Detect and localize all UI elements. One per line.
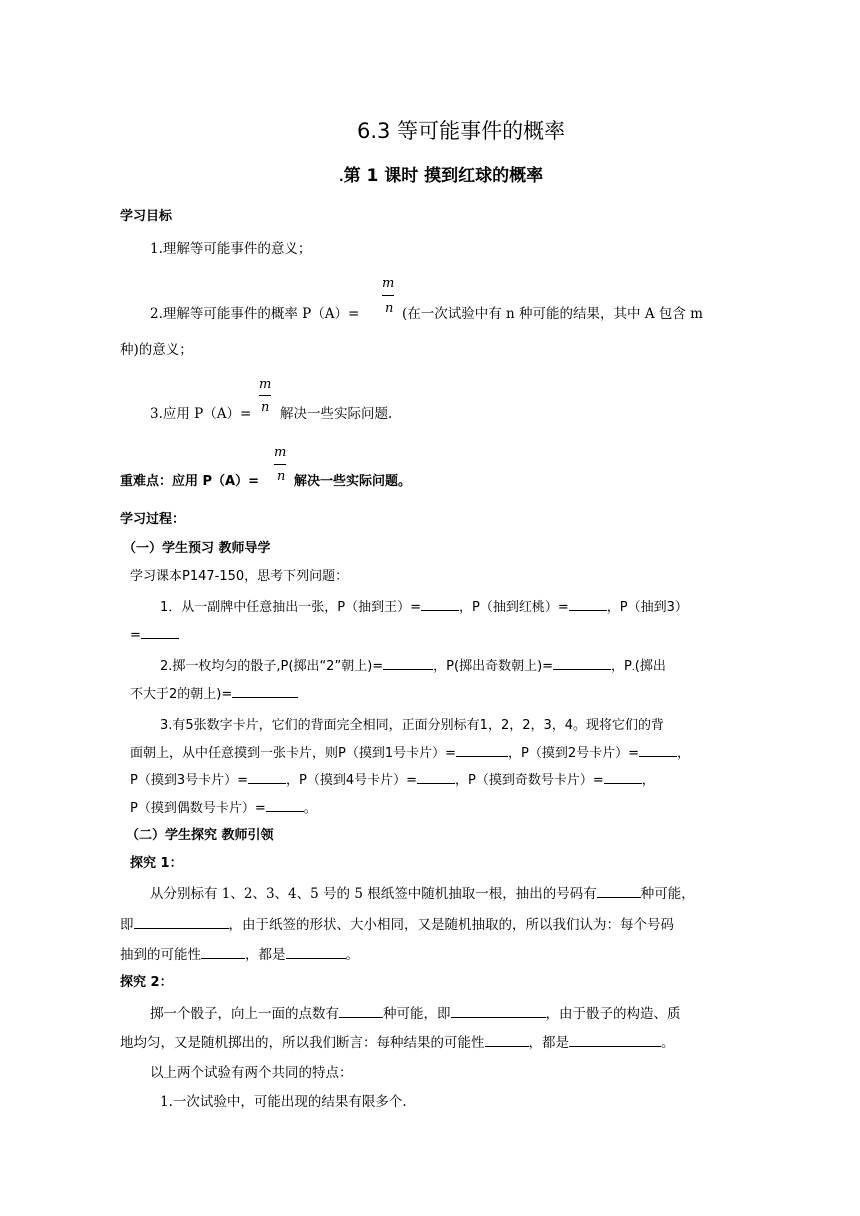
blank <box>451 1004 546 1019</box>
explore-2-line2: 地均匀，又是随机掷出的，所以我们断言：每种结果的可能性 ，都是 。 <box>120 1031 675 1051</box>
key-frac-bar <box>274 464 286 465</box>
goal-item-2b: (在一次试验中有 n 种可能的结果，其中 A 包含 m <box>402 306 703 322</box>
explore-1-line1: 从分别标有 1、2、3、4、5 号的 5 根纸签中随机抽取一根，抽出的号码有 种可能， <box>150 882 695 902</box>
blank <box>421 597 459 611</box>
blank <box>286 945 346 960</box>
goal2-frac-num: m <box>382 276 395 291</box>
goal-item-3b: 解决一些实际问题. <box>280 406 393 422</box>
question-3-line2: 面朝上，从中任意摸到一张卡片，则P（摸到1号卡片）= ，P（摸到2号卡片）= ， <box>130 742 690 761</box>
explore-2-line1: 掷一个骰子，向上一面的点数有 种可能，即 ，由于骰子的构造、质 <box>150 1002 681 1022</box>
goal3-frac-den: n <box>261 400 270 415</box>
key-frac-den: n <box>277 469 286 484</box>
blank <box>417 770 455 784</box>
goal-item-1: 1.理解等可能事件的意义； <box>150 241 312 257</box>
blank <box>232 684 298 698</box>
subtitle-dot: . <box>339 170 344 184</box>
blank <box>604 770 642 784</box>
question-1: 1．从一副牌中任意抽出一张，P（抽到王）= ，P（抽到红桃）= ，P（抽到3） <box>160 596 688 615</box>
goals-heading: 学习目标 <box>120 209 173 224</box>
blank <box>639 743 677 757</box>
blank <box>456 743 508 757</box>
goal-item-2c: 种)的意义； <box>120 342 193 358</box>
blank <box>553 656 611 670</box>
blank <box>339 1004 383 1019</box>
blank <box>383 656 433 670</box>
goal-item-3a: 3.应用 P（A）= <box>150 406 252 422</box>
subtitle-text: 第 1 课时 摸到红球的概率 <box>343 166 544 186</box>
question-3: 3.有5张数字卡片，它们的背面完全相同，正面分别标有1，2，2，3，4。现将它们的背 <box>160 718 665 733</box>
explore-1-line3: 抽到的可能性 ，都是 。 <box>120 943 359 963</box>
goal-item-2a: 2.理解等可能事件的概率 P（A）= <box>150 306 360 322</box>
process-heading: 学习过程： <box>120 512 186 527</box>
key-frac-num: m <box>274 445 287 460</box>
question-3-line3: P（摸到3号卡片）= ，P（摸到4号卡片）= ，P（摸到奇数号卡片）= ， <box>130 769 655 788</box>
blank <box>141 625 179 639</box>
goal3-frac-num: m <box>259 377 272 392</box>
part1-intro: 学习课本P147-150，思考下列问题： <box>130 569 349 584</box>
blank <box>266 798 304 812</box>
blank <box>569 597 607 611</box>
summary-text: 以上两个试验有两个共同的特点： <box>150 1065 353 1081</box>
question-1-cont: = <box>130 625 179 643</box>
blank <box>201 945 245 960</box>
explore-1-heading: 探究 1： <box>130 856 183 871</box>
blank <box>569 1033 661 1048</box>
question-3-line4: P（摸到偶数号卡片）= 。 <box>130 797 317 816</box>
point-1: 1.一次试验中，可能出现的结果有限多个. <box>160 1094 407 1110</box>
blank <box>597 884 641 899</box>
blank <box>248 770 286 784</box>
part2-heading: （二）学生探究 教师引领 <box>126 828 274 843</box>
explore-2-heading: 探究 2： <box>120 975 173 990</box>
goal2-frac-bar <box>382 295 394 296</box>
question-2-cont: 不大于2的朝上)= <box>130 683 298 702</box>
blank <box>134 915 229 930</box>
lesson-subtitle <box>339 161 543 186</box>
keypoint-b: 解决一些实际问题。 <box>294 474 412 489</box>
keypoint-a: 重难点：应用 P（A）= <box>120 474 260 489</box>
part1-heading: （一）学生预习 教师导学 <box>123 541 271 556</box>
goal2-frac-den: n <box>385 301 394 316</box>
explore-1-line2: 即 ，由于纸签的形状、大小相同，又是随机抽取的，所以我们认为：每个号码 <box>120 913 674 933</box>
page-title: 6.3 等可能事件的概率 <box>357 119 566 143</box>
goal3-frac-bar <box>259 395 271 396</box>
blank <box>485 1033 529 1048</box>
question-2: 2.掷一枚均匀的骰子,P(掷出“2”朝上)= ，P(掷出奇数朝上)= ，P.(掷出 <box>160 655 666 674</box>
